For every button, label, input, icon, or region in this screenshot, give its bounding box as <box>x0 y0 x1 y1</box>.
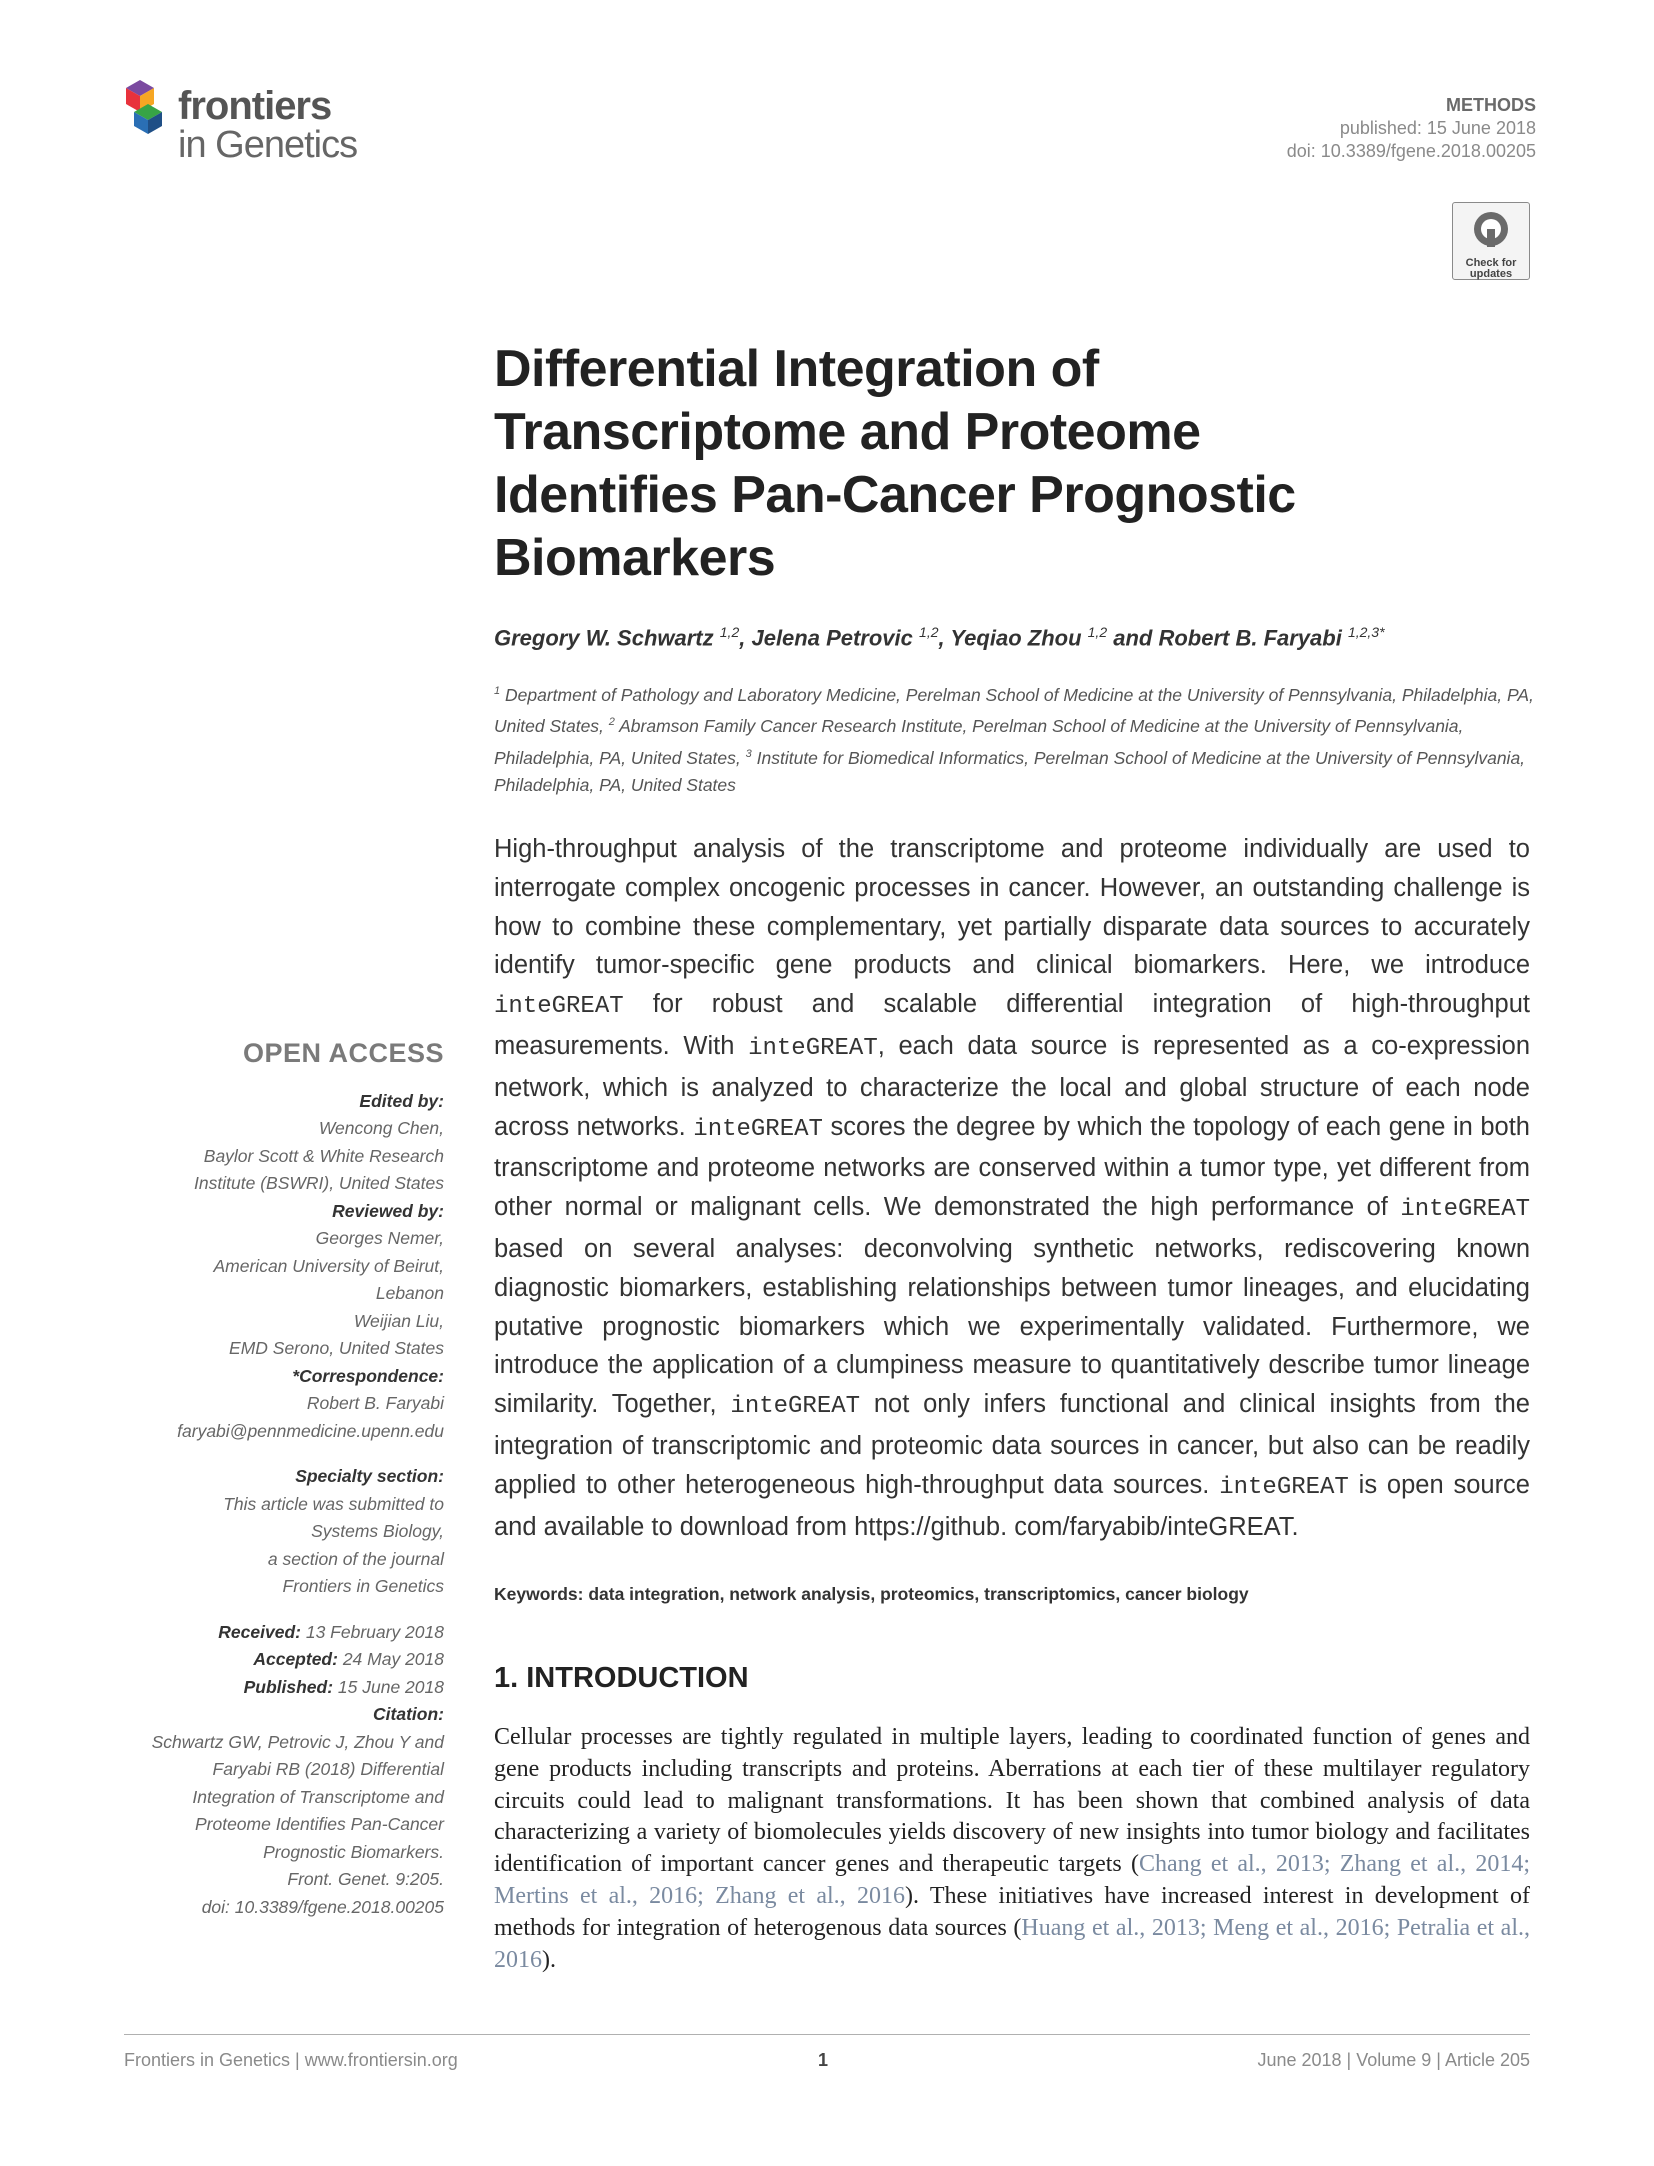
introduction-text <box>494 1722 1530 1976</box>
spacer <box>118 1601 444 1619</box>
tool-name: inteGREAT <box>748 1034 878 1062</box>
badge-line2: updates <box>1469 268 1513 280</box>
title-line: Biomarkers <box>494 529 776 587</box>
received-label: Received: <box>218 1621 301 1642</box>
article-type: METHODS <box>1446 95 1536 115</box>
author-affil-sup: 1,2,3* <box>1347 624 1385 640</box>
citation-line: Faryabi RB (2018) Differential <box>212 1759 444 1779</box>
accepted-label: Accepted: <box>253 1649 338 1669</box>
author-name[interactable]: Yeqiao Zhou <box>950 625 1082 651</box>
intro-text: ). These initiatives have increased interest in development of methods for integration of heterogenous data sources ( <box>494 1882 1530 1941</box>
citation-heading: Citation: <box>373 1704 444 1724</box>
article-title <box>494 338 1494 590</box>
author-affil-sup: 1,2 <box>1087 624 1108 640</box>
abstract <box>494 830 1530 1546</box>
page-number: 1 <box>818 2050 829 2070</box>
citation-link[interactable]: Chang et al., 2013; Zhang et al., 2014; Mertins et al., 2016; Zhang et al., 2016 <box>494 1851 1530 1909</box>
reviewed-by-heading: Reviewed by: <box>332 1200 444 1221</box>
reviewer-line: EMD Serono, United States <box>229 1338 444 1358</box>
published-label: Published: <box>243 1676 334 1697</box>
author-name[interactable]: Jelena Petrovic <box>751 625 913 651</box>
title-line: Identifies Pan-Cancer Prognostic <box>494 466 1296 524</box>
affiliations <box>494 678 1534 799</box>
tool-name: inteGREAT <box>1400 1196 1530 1224</box>
abstract-text: High-throughput analysis of the transcriptome and proteome individually are used to interrogate complex oncogenic processes in cancer. However, an outstanding challenge is how to combine these complementary, yet partially disparate data sources to accurately identify tumor-specific gene products and clinical biomarkers. Here, we introduce <box>494 835 1530 980</box>
reviewer-line: Lebanon <box>375 1283 444 1303</box>
abstract-text: for robust and scalable differential integration of high-throughput measurements. With <box>494 990 1530 1060</box>
title-line: Transcriptome and Proteome <box>494 403 1201 461</box>
tool-name: inteGREAT <box>693 1115 823 1143</box>
editor-line: Wencong Chen, <box>318 1118 444 1138</box>
author-affil-sup: 1,2 <box>919 624 939 640</box>
sidebar <box>118 1040 444 1921</box>
published-value: 15 June 2018 <box>333 1676 444 1697</box>
section-heading-introduction: 1. INTRODUCTION <box>494 1662 749 1694</box>
correspondence-name: Robert B. Faryabi <box>306 1393 444 1413</box>
editor-line: Institute (BSWRI), United States <box>194 1173 444 1193</box>
author-separator: , <box>739 625 752 651</box>
abstract-text: not only infers functional and clinical insights from the integration of transcriptomic and proteomic data sources in cancer, but also can be readily applied to other heterogeneous high-throughput data sources. <box>494 1390 1530 1499</box>
specialty-line: Frontiers in Genetics <box>282 1576 444 1596</box>
logo-word-journal: in Genetics <box>178 124 358 166</box>
author-separator: , <box>938 625 951 651</box>
received-date <box>118 1619 444 1647</box>
abstract-text: is open source and available to download from https://github. com/faryabib/inteGREAT. <box>494 1470 1530 1541</box>
affil-sup: 3 <box>745 747 752 760</box>
footer-journal[interactable]: Frontiers in Genetics | www.frontiersin.org <box>124 2050 458 2070</box>
abstract-text: scores the degree by which the topology of each gene in both transcriptome and proteome networks are conserved within a tumor type, yet different from other normal or malignant cells. We demonstrated the high performance of <box>494 1112 1530 1222</box>
reviewer-line: Weijian Liu, <box>353 1310 444 1331</box>
check-for-updates-badge[interactable] <box>1452 202 1530 280</box>
published-date: published: 15 June 2018 <box>1339 118 1536 138</box>
citation-doi[interactable]: doi: 10.3389/fgene.2018.00205 <box>201 1896 444 1917</box>
footer-issue: June 2018 | Volume 9 | Article 205 <box>1257 2050 1530 2070</box>
edited-by-heading: Edited by: <box>359 1090 444 1111</box>
specialty-line: Systems Biology, <box>311 1521 444 1541</box>
received-value: 13 February 2018 <box>300 1621 444 1642</box>
tool-name: inteGREAT <box>730 1393 861 1421</box>
tool-name: inteGREAT <box>494 993 624 1021</box>
intro-text: ). <box>542 1946 556 1973</box>
reviewer-line: Georges Nemer, <box>315 1228 444 1248</box>
abstract-text: based on several analyses: deconvolving synthetic networks, rediscovering known diagnostic biomarkers, establishing relationships between tumor lineages, and elucidating putative prognostic biomarkers which we experimentally validated. Furthermore, we introduce the application of a clumpiness measure to quantitatively describe tumor lineage similarity. Together, <box>494 1234 1530 1419</box>
affil-text: Department of Pathology and Laboratory Medicine, Perelman School of Medicine at the University of Pennsylvania, Philadelphia, PA, United States, <box>494 684 1534 737</box>
affil-text: Abramson Family Cancer Research Institute, Perelman School of Medicine at the University of Pennsylvania, Philadelphia, PA, United States, <box>494 716 1464 768</box>
affil-text: Institute for Biomedical Informatics, Perelman School of Medicine at the University of Pennsylvania, Philadelphia, PA, United States <box>494 747 1526 795</box>
tool-name: inteGREAT <box>1219 1473 1349 1501</box>
accepted-date <box>118 1646 444 1674</box>
author-affil-sup: 1,2 <box>719 624 740 640</box>
correspondence-heading: *Correspondence: <box>292 1365 444 1386</box>
crossmark-icon <box>1471 209 1511 249</box>
badge-line1: Check for <box>1465 257 1517 269</box>
correspondence-email[interactable]: faryabi@pennmedicine.upenn.edu <box>177 1420 444 1441</box>
abstract-text: , each data source is represented as a co-expression network, which is analyzed to characterize the local and global structure of each node across networks. <box>494 1031 1531 1141</box>
accepted-value: 24 May 2018 <box>337 1649 444 1669</box>
affil-sup: 2 <box>608 716 615 729</box>
citation-link[interactable]: Huang et al., 2013; Meng et al., 2016; Petralia et al., 2016 <box>494 1914 1530 1973</box>
citation-line: Integration of Transcriptome and <box>192 1786 444 1807</box>
citation-line: Schwartz GW, Petrovic J, Zhou Y and <box>151 1731 444 1752</box>
specialty-line: a section of the journal <box>267 1548 444 1569</box>
article-meta <box>1287 94 1536 163</box>
title-line: Differential Integration of <box>494 340 1099 398</box>
affil-sup: 1 <box>494 685 501 697</box>
editor-line: Baylor Scott & White Research <box>203 1145 444 1166</box>
footer-divider <box>124 2034 1530 2035</box>
keywords: Keywords: data integration, network analysis, proteomics, transcriptomics, cancer biology <box>494 1584 1249 1604</box>
open-access-label: OPEN ACCESS <box>242 1038 444 1068</box>
specialty-heading: Specialty section: <box>295 1466 444 1486</box>
citation-line: Prognostic Biomarkers. <box>263 1841 444 1862</box>
specialty-line: This article was submitted to <box>223 1493 444 1514</box>
author-list <box>494 624 1534 651</box>
author-name[interactable]: Robert B. Faryabi <box>1158 625 1342 651</box>
author-name[interactable]: Gregory W. Schwartz <box>494 625 714 651</box>
citation-line: Front. Genet. 9:205. <box>287 1869 444 1889</box>
doi[interactable]: doi: 10.3389/fgene.2018.00205 <box>1286 141 1536 161</box>
author-separator: and <box>1107 625 1159 651</box>
reviewer-line: American University of Beirut, <box>213 1255 444 1276</box>
spacer <box>118 1445 444 1463</box>
logo-word-frontiers: frontiers <box>178 84 332 128</box>
citation-line: Proteome Identifies Pan-Cancer <box>194 1814 444 1834</box>
intro-text: Cellular processes are tightly regulated in multiple layers, leading to coordinated function of genes and gene products including transcripts and proteins. Aberrations at each tier of these multilayer regulatory circuits could lead to malignant transformations. It has been shown that combined analysis of data characterizing a variety of biomolecules yields discovery of new insights into tumor biology and facilitates identification of important cancer genes and therapeutic targets ( <box>494 1724 1530 1878</box>
published-date-sidebar <box>118 1674 444 1702</box>
